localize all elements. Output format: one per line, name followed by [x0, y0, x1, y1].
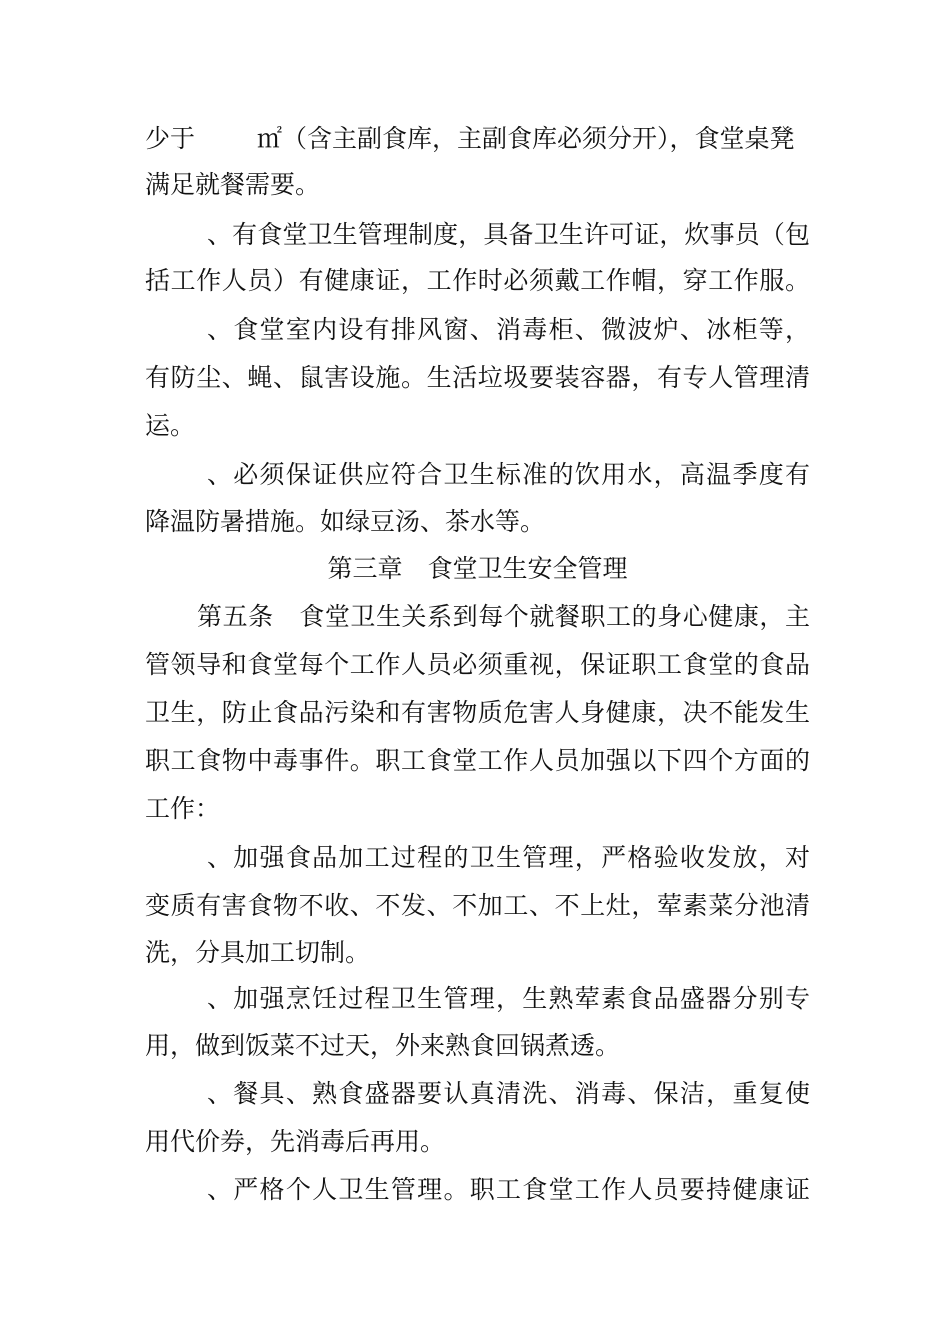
paragraph-line: 管领导和食堂每个工作人员必须重视，保证职工食堂的食品: [145, 650, 810, 679]
paragraph-line: 、有食堂卫生管理制度，具备卫生许可证，炊事员（包: [207, 220, 810, 249]
paragraph-line: 满足就餐需要。: [145, 170, 321, 199]
paragraph-line: 、食堂室内设有排风窗、消毒柜、微波炉、冰柜等，: [207, 315, 810, 344]
paragraph-line: 有防尘、蝇、鼠害设施。生活垃圾要装容器，有专人管理清: [145, 363, 810, 392]
paragraph-line: 第五条 食堂卫生关系到每个就餐职工的身心健康，主: [197, 602, 810, 631]
paragraph-line: 变质有害食物不收、不发、不加工、不上灶，荤素菜分池清: [145, 891, 810, 920]
paragraph-line: 括工作人员）有健康证，工作时必须戴工作帽，穿工作服。: [145, 266, 810, 295]
paragraph-line: 、必须保证供应符合卫生标准的饮用水，高温季度有: [207, 460, 810, 489]
text-fragment: ㎡（含主副食库，主副食库必须分开），食堂桌凳: [257, 124, 795, 153]
paragraph-line: 职工食物中毒事件。职工食堂工作人员加强以下四个方面的: [145, 746, 810, 775]
paragraph-line: [145, 117, 810, 161]
paragraph-line: 运。: [145, 411, 196, 440]
paragraph-line: 卫生，防止食品污染和有害物质危害人身健康，决不能发生: [145, 698, 810, 727]
paragraph-line: 、加强食品加工过程的卫生管理，严格验收发放，对: [207, 843, 810, 872]
paragraph-line: 工作：: [145, 794, 221, 823]
text-fragment: 少于: [145, 124, 196, 153]
paragraph-line: 用代价券，先消毒后再用。: [145, 1127, 446, 1156]
paragraph-line: 、加强烹饪过程卫生管理，生熟荤素食品盛器分别专: [207, 984, 810, 1013]
chapter-heading: 第三章 食堂卫生安全管理: [327, 554, 628, 583]
paragraph-line: 洗，分具加工切制。: [145, 938, 371, 967]
paragraph-line: 、严格个人卫生管理。职工食堂工作人员要持健康证: [207, 1175, 810, 1204]
paragraph-line: 、餐具、熟食盛器要认真清洗、消毒、保洁，重复使: [207, 1079, 810, 1108]
paragraph-line: 降温防暑措施。如绿豆汤、茶水等。: [145, 507, 546, 536]
paragraph-line: 用，做到饭菜不过天，外来熟食回锅煮透。: [145, 1031, 621, 1060]
